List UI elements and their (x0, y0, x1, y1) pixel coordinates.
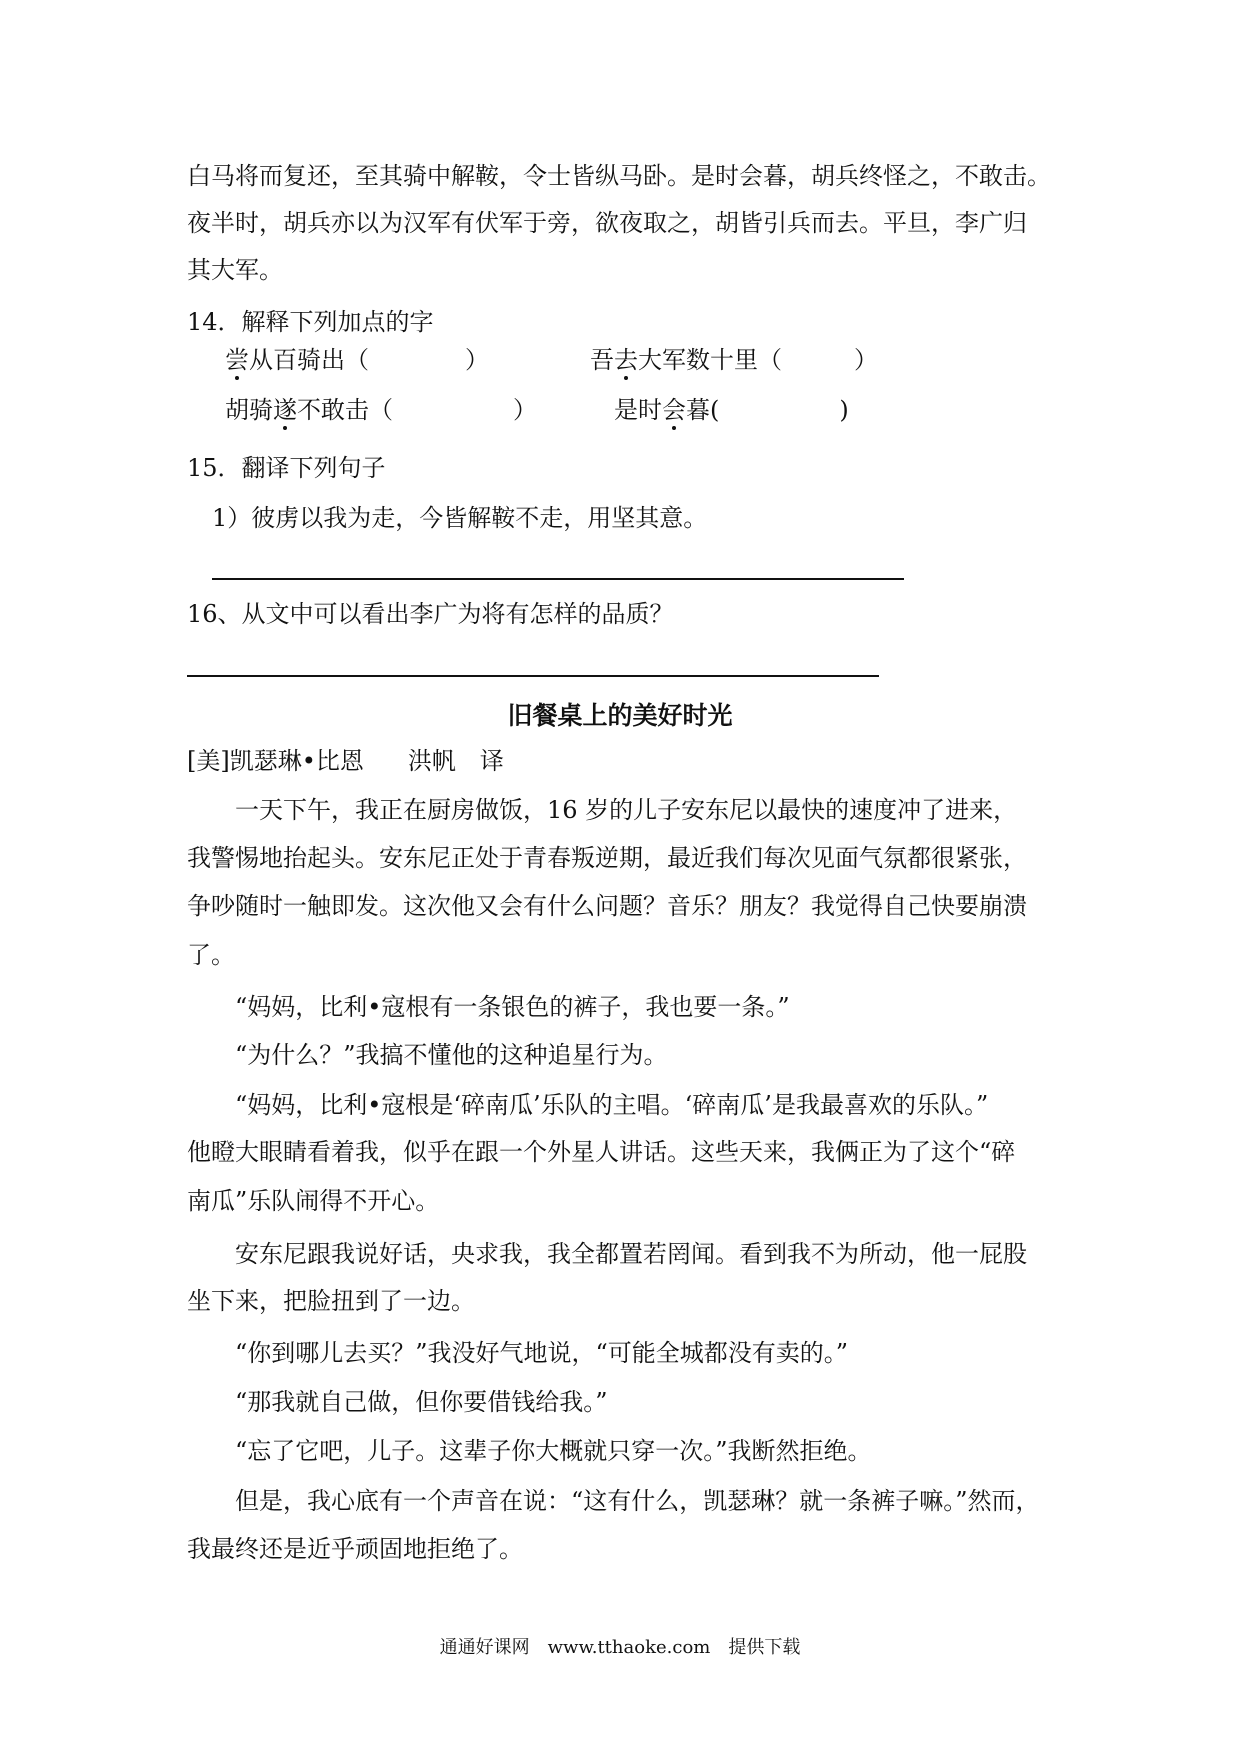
article-title: 旧餐桌上的美好时光 (507, 701, 733, 730)
author-name: [美]凯瑟琳•比恩 (187, 747, 364, 775)
article-line: 了。 (187, 941, 235, 969)
article-line: 南瓜”乐队闹得不开心。 (187, 1187, 440, 1215)
q14-item-3: 胡骑遂不敢击（ ） (225, 396, 537, 424)
emphasis-dot-char: 尝 (225, 346, 249, 374)
translator-name: 洪帆 译 (407, 747, 504, 775)
passage-line-2: 夜半时，胡兵亦以为汉军有伏军于旁，欲夜取之，胡皆引兵而去。平旦，李广归 (187, 209, 1027, 237)
q15-sentence: 1）彼虏以我为走，今皆解鞍不走，用坚其意。 (212, 504, 708, 532)
article-line: 我最终还是近乎顽固地拒绝了。 (187, 1535, 523, 1563)
answer-line-16 (187, 675, 879, 677)
article-line: “那我就自己做，但你要借钱给我。” (187, 1388, 608, 1416)
emphasis-dot-char: 去 (614, 346, 638, 374)
question-16-label: 16、从文中可以看出李广为将有怎样的品质？ (187, 600, 674, 628)
article-line: 他瞪大眼睛看着我，似乎在跟一个外星人讲话。这些天来，我俩正为了这个“碎 (187, 1138, 1016, 1166)
article-line: 坐下来，把脸扭到了一边。 (187, 1287, 475, 1315)
question-15-label: 15．翻译下列句子 (187, 454, 386, 482)
emphasis-dot-char: 会 (662, 396, 686, 424)
q14-item-1: 尝从百骑出（ ） (225, 346, 489, 374)
passage-line-1: 白马将而复还，至其骑中解鞍，令士皆纵马卧。是时会暮，胡兵终怪之，不敢击。 (187, 162, 1051, 190)
article-line: 但是，我心底有一个声音在说：“这有什么，凯瑟琳？就一条裤子嘛。”然而， (187, 1487, 1040, 1515)
article-line: “你到哪儿去买？”我没好气地说，“可能全城都没有卖的。” (187, 1339, 849, 1367)
article-line: 安东尼跟我说好话，央求我，我全都置若罔闻。看到我不为所动，他一屁股 (187, 1240, 1027, 1268)
article-line: “妈妈，比利•寇根有一条银色的裤子，我也要一条。” (187, 993, 790, 1021)
article-line: “忘了它吧，儿子。这辈子你大概就只穿一次。”我断然拒绝。 (187, 1437, 872, 1465)
article-byline (187, 745, 504, 777)
q14-item-4: 是时会暮( ) (614, 396, 849, 424)
article-line: 我警惕地抬起头。安东尼正处于青春叛逆期，最近我们每次见面气氛都很紧张， (187, 844, 1027, 872)
article-line: 争吵随时一触即发。这次他又会有什么问题？音乐？朋友？我觉得自己快要崩溃 (187, 892, 1027, 920)
article-line: “为什么？”我搞不懂他的这种追星行为。 (187, 1041, 668, 1069)
emphasis-dot-char: 遂 (273, 396, 297, 424)
question-14-label: 14．解释下列加点的字 (187, 308, 434, 336)
article-line: “妈妈，比利•寇根是‘碎南瓜’乐队的主唱。‘碎南瓜’是我最喜欢的乐队。” (187, 1091, 989, 1119)
answer-line-15 (212, 578, 904, 580)
passage-line-3: 其大军。 (187, 256, 283, 284)
page-footer: 通通好课网 www.tthaoke.com 提供下载 (439, 1637, 801, 1658)
q14-item-2: 吾去大军数十里（ ） (590, 346, 878, 374)
article-line: 一天下午，我正在厨房做饭，16 岁的儿子安东尼以最快的速度冲了进来， (187, 796, 1018, 824)
